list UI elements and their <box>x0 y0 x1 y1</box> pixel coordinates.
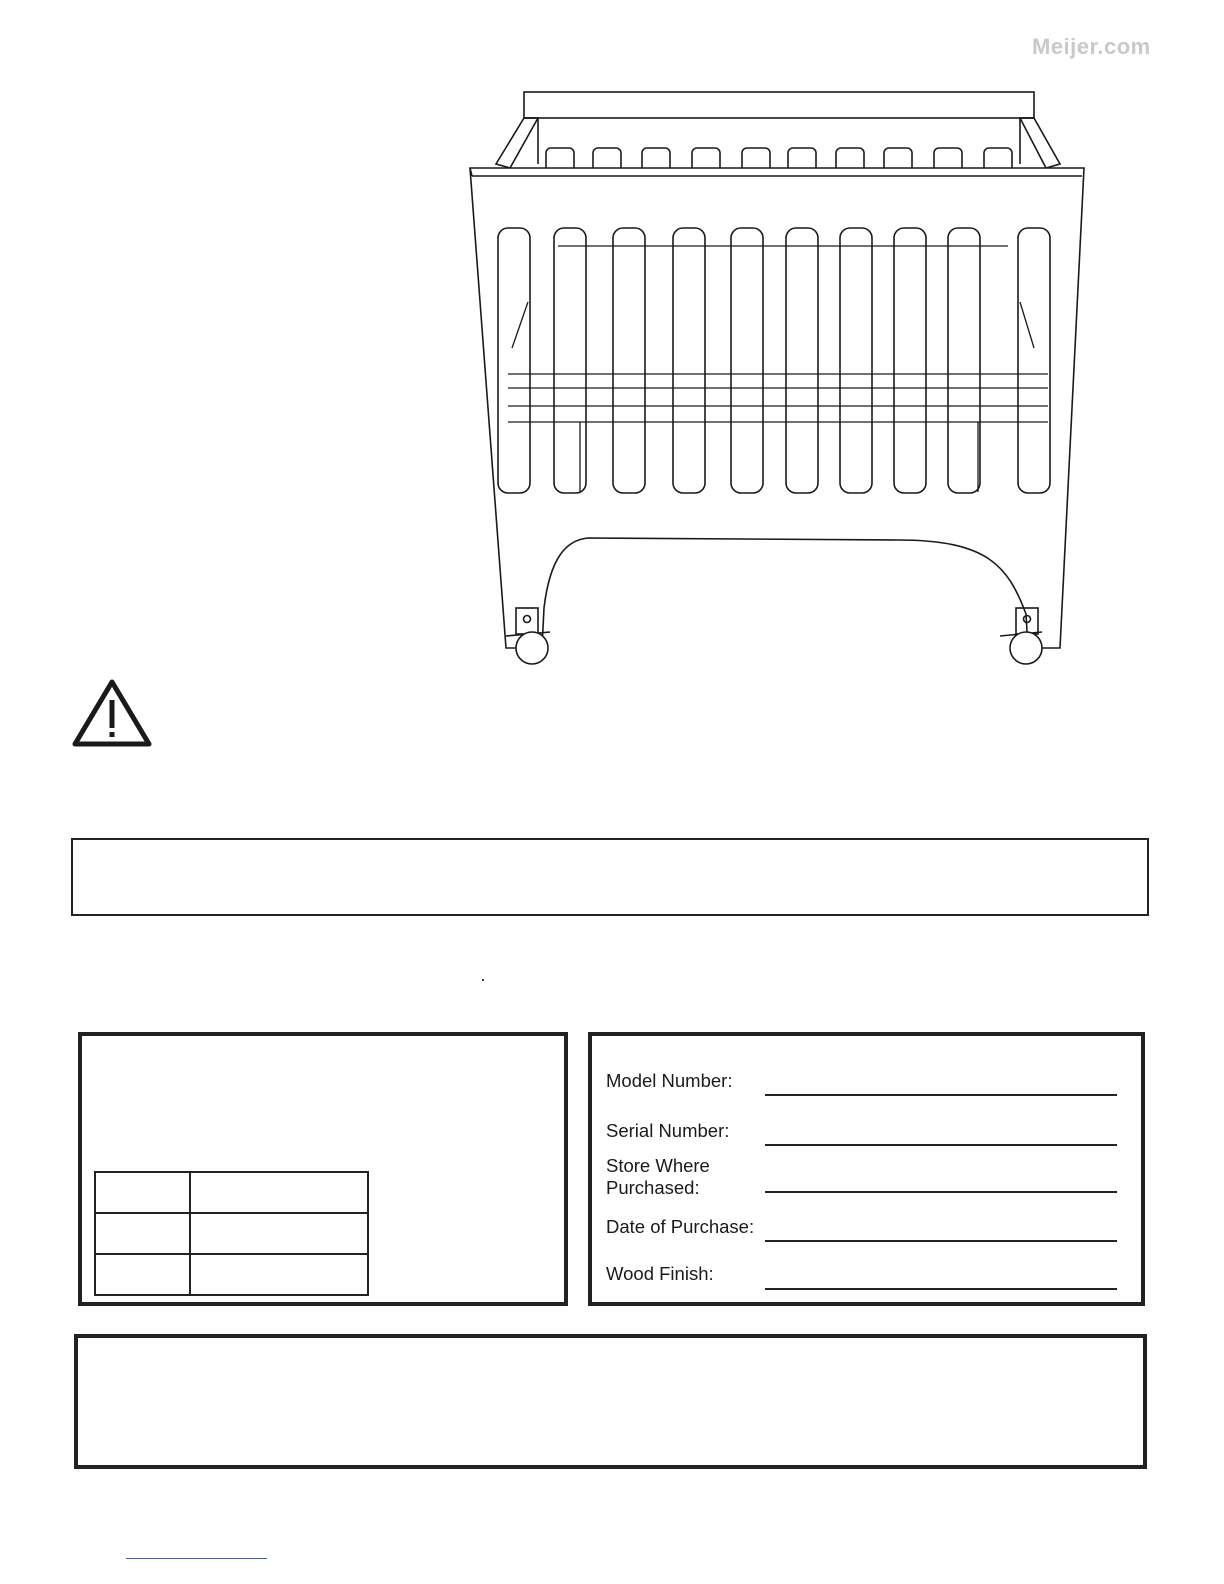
info-table <box>94 1171 369 1296</box>
table-row <box>95 1213 368 1254</box>
model-number-field[interactable] <box>765 1094 1117 1096</box>
serial-number-field[interactable] <box>765 1144 1117 1146</box>
date-of-purchase-label: Date of Purchase: <box>606 1216 755 1237</box>
stray-mark <box>482 979 484 981</box>
store-where-purchased-field[interactable] <box>765 1191 1117 1193</box>
table-row <box>95 1254 368 1295</box>
date-of-purchase-field[interactable] <box>765 1240 1117 1242</box>
table-cell <box>190 1213 368 1254</box>
table-cell <box>190 1254 368 1295</box>
wood-finish-field[interactable] <box>765 1288 1117 1290</box>
table-cell <box>95 1213 190 1254</box>
table-cell <box>190 1172 368 1213</box>
store-where-purchased-label: Store Where Purchased: <box>606 1155 710 1198</box>
wood-finish-label: Wood Finish: <box>606 1263 714 1284</box>
table-cell <box>95 1254 190 1295</box>
watermark: Meijer.com <box>1032 34 1151 59</box>
table-cell <box>95 1172 190 1213</box>
link-underline[interactable] <box>126 1558 267 1559</box>
model-number-label: Model Number: <box>606 1070 733 1091</box>
registration-form <box>588 1032 1145 1306</box>
footer-notice-box <box>74 1334 1147 1469</box>
notice-box <box>71 838 1149 916</box>
warning-triangle-icon <box>72 678 152 748</box>
table-row <box>95 1172 368 1213</box>
serial-number-label: Serial Number: <box>606 1120 730 1141</box>
crib-icon <box>468 88 1088 668</box>
